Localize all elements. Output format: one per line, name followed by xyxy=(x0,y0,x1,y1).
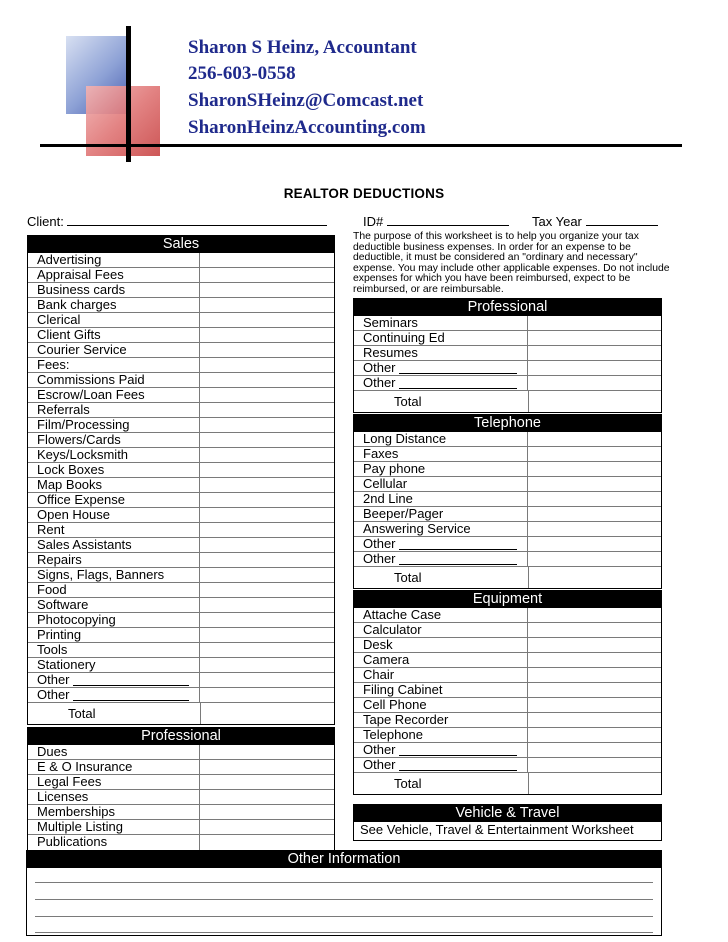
row-amount[interactable] xyxy=(200,745,334,759)
other-label: Other xyxy=(363,552,396,566)
row-label: Filing Cabinet xyxy=(354,683,528,697)
other-write-line[interactable] xyxy=(73,690,189,701)
row-label: Telephone xyxy=(354,728,528,742)
row-label: Multiple Listing xyxy=(28,820,200,834)
row-amount[interactable] xyxy=(200,775,334,789)
row-amount[interactable] xyxy=(200,253,334,267)
sales-row[interactable] xyxy=(28,328,334,343)
row-amount[interactable] xyxy=(200,583,334,597)
row-label xyxy=(28,673,200,687)
row-label: Cellular xyxy=(354,477,528,491)
row-amount[interactable] xyxy=(200,463,334,477)
row-label: Open House xyxy=(28,508,200,522)
row-amount[interactable] xyxy=(200,508,334,522)
row-label: 2nd Line xyxy=(354,492,528,506)
other-information-header: Other Information xyxy=(26,850,662,868)
professional-right-header: Professional xyxy=(353,298,662,316)
row-label: Camera xyxy=(354,653,528,667)
row-label: Escrow/Loan Fees xyxy=(28,388,200,402)
row-label: Chair xyxy=(354,668,528,682)
telephone-section xyxy=(353,414,662,589)
row-amount[interactable] xyxy=(200,373,334,387)
row-label: Pay phone xyxy=(354,462,528,476)
telephone-row[interactable] xyxy=(354,447,661,462)
equipment-row[interactable] xyxy=(354,638,661,653)
accountant-email: SharonSHeinz@Comcast.net xyxy=(188,90,424,111)
row-amount[interactable] xyxy=(200,568,334,582)
row-label: Memberships xyxy=(28,805,200,819)
purpose-text: The purpose of this worksheet is to help you organize your tax deductible business expenses. In order for an expense to be deductible, it must be considered an "ordinary and necessary" expense. You may include other applicable expenses. Do not include expenses for which you have been reimbursed, expect to be reimbursed, or are reimbursable. xyxy=(353,231,670,295)
professional-left-header: Professional xyxy=(27,727,335,745)
row-label: Repairs xyxy=(28,553,200,567)
telephone-header: Telephone xyxy=(353,414,662,432)
row-amount[interactable] xyxy=(200,418,334,432)
sales-row[interactable] xyxy=(28,553,334,568)
sales-row[interactable] xyxy=(28,313,334,328)
telephone-rows xyxy=(353,432,662,589)
row-label: Client Gifts xyxy=(28,328,200,342)
document-title: REALTOR DEDUCTIONS xyxy=(283,186,445,201)
row-amount[interactable] xyxy=(528,331,661,345)
sales-row[interactable] xyxy=(28,568,334,583)
sales-row[interactable] xyxy=(28,253,334,268)
other-label: Other xyxy=(363,361,396,375)
telephone-other-row[interactable] xyxy=(354,537,661,552)
other-label: Other xyxy=(363,743,396,757)
row-amount[interactable] xyxy=(528,492,661,506)
row-label: Resumes xyxy=(354,346,528,360)
professional-other-row[interactable] xyxy=(354,376,661,391)
row-amount[interactable] xyxy=(528,316,661,330)
row-amount[interactable] xyxy=(528,462,661,476)
sales-row[interactable] xyxy=(28,283,334,298)
row-label: Clerical xyxy=(28,313,200,327)
row-amount[interactable] xyxy=(200,403,334,417)
other-write-line[interactable] xyxy=(399,745,517,756)
row-amount[interactable] xyxy=(528,668,661,682)
sales-row[interactable] xyxy=(28,493,334,508)
sales-row[interactable] xyxy=(28,523,334,538)
row-label: Commissions Paid xyxy=(28,373,200,387)
row-label: Rent xyxy=(28,523,200,537)
sales-row[interactable] xyxy=(28,613,334,628)
row-label: Attache Case xyxy=(354,608,528,622)
id-input-line[interactable] xyxy=(387,214,509,226)
equipment-row[interactable] xyxy=(354,698,661,713)
equipment-row[interactable] xyxy=(354,608,661,623)
row-label: Dues xyxy=(28,745,200,759)
row-amount[interactable] xyxy=(200,658,334,672)
equipment-row[interactable] xyxy=(354,728,661,743)
professional-row[interactable] xyxy=(354,346,661,361)
row-amount[interactable] xyxy=(528,447,661,461)
row-amount[interactable] xyxy=(528,507,661,521)
row-amount[interactable] xyxy=(200,493,334,507)
professional-row[interactable] xyxy=(354,316,661,331)
row-amount[interactable] xyxy=(200,448,334,462)
professional-row[interactable] xyxy=(28,745,334,760)
write-line xyxy=(35,932,653,933)
telephone-row[interactable] xyxy=(354,492,661,507)
write-line xyxy=(35,916,653,917)
total-label: Total xyxy=(68,706,96,721)
equipment-row[interactable] xyxy=(354,713,661,728)
other-write-line[interactable] xyxy=(399,760,517,771)
professional-row[interactable] xyxy=(354,331,661,346)
telephone-row[interactable] xyxy=(354,477,661,492)
other-label: Other xyxy=(363,537,396,551)
row-amount[interactable] xyxy=(528,683,661,697)
row-label: Sales Assistants xyxy=(28,538,200,552)
professional-row[interactable] xyxy=(28,820,334,835)
row-amount[interactable] xyxy=(528,743,661,757)
sales-row[interactable] xyxy=(28,388,334,403)
equipment-row[interactable] xyxy=(354,623,661,638)
row-amount[interactable] xyxy=(528,638,661,652)
telephone-row[interactable] xyxy=(354,462,661,477)
row-amount[interactable] xyxy=(200,328,334,342)
row-label: Seminars xyxy=(354,316,528,330)
sales-row[interactable] xyxy=(28,448,334,463)
row-label: Fees: xyxy=(28,358,200,372)
row-label xyxy=(354,376,528,390)
sales-row[interactable] xyxy=(28,598,334,613)
row-amount[interactable] xyxy=(200,598,334,612)
vehicle-travel-header: Vehicle & Travel xyxy=(353,804,662,822)
row-label: Publications xyxy=(28,835,200,850)
row-amount[interactable] xyxy=(200,478,334,492)
telephone-other-row[interactable] xyxy=(354,552,661,567)
row-label: Calculator xyxy=(354,623,528,637)
sales-row[interactable] xyxy=(28,373,334,388)
telephone-total-row[interactable] xyxy=(354,567,661,588)
row-label: E & O Insurance xyxy=(28,760,200,774)
row-label: Food xyxy=(28,583,200,597)
row-label: Printing xyxy=(28,628,200,642)
professional-other-row[interactable] xyxy=(354,361,661,376)
row-amount[interactable] xyxy=(528,361,661,375)
sales-row[interactable] xyxy=(28,268,334,283)
equipment-row[interactable] xyxy=(354,683,661,698)
sales-row[interactable] xyxy=(28,463,334,478)
row-amount[interactable] xyxy=(528,608,661,622)
sales-other-row[interactable] xyxy=(28,688,334,703)
row-label: Beeper/Pager xyxy=(354,507,528,521)
tax-year-label: Tax Year xyxy=(532,214,582,229)
row-amount[interactable] xyxy=(200,805,334,819)
sales-row[interactable] xyxy=(28,628,334,643)
row-label: Courier Service xyxy=(28,343,200,357)
row-label: Advertising xyxy=(28,253,200,267)
row-amount[interactable] xyxy=(200,433,334,447)
professional-row[interactable] xyxy=(28,775,334,790)
sales-row[interactable] xyxy=(28,433,334,448)
professional-right-section xyxy=(353,298,662,413)
row-amount[interactable] xyxy=(200,388,334,402)
row-label: Tape Recorder xyxy=(354,713,528,727)
row-label: Legal Fees xyxy=(28,775,200,789)
row-amount[interactable] xyxy=(528,432,661,446)
write-line xyxy=(35,882,653,883)
professional-left-rows xyxy=(27,745,335,851)
other-label: Other xyxy=(363,376,396,390)
row-label xyxy=(354,537,528,551)
row-amount[interactable] xyxy=(528,477,661,491)
accountant-website: SharonHeinzAccounting.com xyxy=(188,117,426,138)
row-amount[interactable] xyxy=(200,298,334,312)
row-label xyxy=(28,688,200,702)
sales-row[interactable] xyxy=(28,508,334,523)
row-label: Map Books xyxy=(28,478,200,492)
row-label: Software xyxy=(28,598,200,612)
row-amount[interactable] xyxy=(528,713,661,727)
vehicle-travel-note-row xyxy=(354,822,661,840)
sales-header: Sales xyxy=(27,235,335,253)
sales-row[interactable] xyxy=(28,343,334,358)
row-amount[interactable] xyxy=(528,346,661,360)
row-label: Licenses xyxy=(28,790,200,804)
equipment-section xyxy=(353,590,662,795)
total-label: Total xyxy=(394,570,422,585)
row-label: Referrals xyxy=(28,403,200,417)
total-amount[interactable] xyxy=(528,567,661,588)
other-information-section xyxy=(26,850,662,936)
sales-row[interactable] xyxy=(28,658,334,673)
row-label: Film/Processing xyxy=(28,418,200,432)
sales-row[interactable] xyxy=(28,358,334,373)
letterhead-horizontal-rule xyxy=(40,144,682,147)
row-label xyxy=(354,552,528,566)
other-write-line[interactable] xyxy=(73,675,189,686)
row-amount[interactable] xyxy=(200,553,334,567)
other-label: Other xyxy=(37,673,70,687)
row-label: Desk xyxy=(354,638,528,652)
row-amount[interactable] xyxy=(200,760,334,774)
equipment-row[interactable] xyxy=(354,653,661,668)
row-label xyxy=(354,758,528,772)
sales-row[interactable] xyxy=(28,418,334,433)
vehicle-travel-rows xyxy=(353,822,662,841)
row-label: Photocopying xyxy=(28,613,200,627)
row-amount[interactable] xyxy=(528,552,661,566)
vehicle-travel-note: See Vehicle, Travel & Entertainment Worksheet xyxy=(360,822,634,837)
row-label xyxy=(354,361,528,375)
row-amount[interactable] xyxy=(200,343,334,357)
row-amount[interactable] xyxy=(528,376,661,390)
sales-rows xyxy=(27,253,335,725)
tax-year-field xyxy=(532,214,658,229)
sales-section xyxy=(27,235,335,725)
equipment-rows xyxy=(353,608,662,795)
other-label: Other xyxy=(363,758,396,772)
row-label: Lock Boxes xyxy=(28,463,200,477)
row-label: Keys/Locksmith xyxy=(28,448,200,462)
row-amount[interactable] xyxy=(200,820,334,834)
row-amount[interactable] xyxy=(528,623,661,637)
row-amount[interactable] xyxy=(200,835,334,850)
row-label: Signs, Flags, Banners xyxy=(28,568,200,582)
total-label: Total xyxy=(394,776,422,791)
row-amount[interactable] xyxy=(200,643,334,657)
row-amount[interactable] xyxy=(200,538,334,552)
vehicle-travel-section xyxy=(353,804,662,841)
write-line xyxy=(35,899,653,900)
company-logo xyxy=(62,34,162,154)
professional-left-section xyxy=(27,727,335,851)
sales-row[interactable] xyxy=(28,538,334,553)
row-label: Continuing Ed xyxy=(354,331,528,345)
row-amount[interactable] xyxy=(200,628,334,642)
row-amount[interactable] xyxy=(200,673,334,687)
row-amount[interactable] xyxy=(528,653,661,667)
row-label: Flowers/Cards xyxy=(28,433,200,447)
row-label: Office Expense xyxy=(28,493,200,507)
row-amount[interactable] xyxy=(200,358,334,372)
row-label: Faxes xyxy=(354,447,528,461)
row-amount[interactable] xyxy=(200,688,334,702)
professional-row[interactable] xyxy=(28,760,334,775)
other-label: Other xyxy=(37,688,70,702)
row-amount[interactable] xyxy=(528,698,661,712)
equipment-other-row[interactable] xyxy=(354,758,661,773)
row-amount[interactable] xyxy=(528,522,661,536)
equipment-other-row[interactable] xyxy=(354,743,661,758)
sales-total-row[interactable] xyxy=(28,703,334,724)
client-input-line[interactable] xyxy=(67,214,327,226)
row-amount[interactable] xyxy=(200,268,334,282)
accountant-phone: 256-603-0558 xyxy=(188,63,296,84)
equipment-total-row[interactable] xyxy=(354,773,661,794)
tax-year-input-line[interactable] xyxy=(586,214,658,226)
professional-row[interactable] xyxy=(28,835,334,850)
id-label: ID# xyxy=(363,214,384,229)
sales-row[interactable] xyxy=(28,643,334,658)
telephone-row[interactable] xyxy=(354,432,661,447)
other-write-line[interactable] xyxy=(399,363,517,374)
client-field xyxy=(27,214,327,229)
row-amount[interactable] xyxy=(200,313,334,327)
sales-row[interactable] xyxy=(28,478,334,493)
equipment-header: Equipment xyxy=(353,590,662,608)
equipment-row[interactable] xyxy=(354,668,661,683)
row-amount[interactable] xyxy=(200,283,334,297)
id-field xyxy=(363,214,509,229)
row-amount[interactable] xyxy=(200,523,334,537)
row-label: Business cards xyxy=(28,283,200,297)
accountant-name: Sharon S Heinz, Accountant xyxy=(188,37,417,58)
row-label: Long Distance xyxy=(354,432,528,446)
sales-row[interactable] xyxy=(28,403,334,418)
professional-total-row[interactable] xyxy=(354,391,661,412)
row-amount[interactable] xyxy=(528,728,661,742)
letterhead-vertical-rule xyxy=(126,26,131,162)
row-amount[interactable] xyxy=(528,537,661,551)
row-amount[interactable] xyxy=(528,758,661,772)
professional-row[interactable] xyxy=(28,805,334,820)
row-label: Answering Service xyxy=(354,522,528,536)
sales-row[interactable] xyxy=(28,583,334,598)
telephone-row[interactable] xyxy=(354,507,661,522)
total-amount[interactable] xyxy=(528,773,661,794)
total-amount[interactable] xyxy=(528,391,661,412)
professional-right-rows xyxy=(353,316,662,413)
row-label: Tools xyxy=(28,643,200,657)
row-label xyxy=(354,743,528,757)
other-write-line[interactable] xyxy=(399,378,517,389)
sales-row[interactable] xyxy=(28,298,334,313)
total-amount[interactable] xyxy=(200,703,334,724)
client-label: Client: xyxy=(27,214,64,229)
other-information-body[interactable] xyxy=(26,868,662,936)
row-label: Stationery xyxy=(28,658,200,672)
row-label: Bank charges xyxy=(28,298,200,312)
row-label: Cell Phone xyxy=(354,698,528,712)
row-amount[interactable] xyxy=(200,613,334,627)
row-amount[interactable] xyxy=(200,790,334,804)
telephone-row[interactable] xyxy=(354,522,661,537)
total-label: Total xyxy=(394,394,422,409)
other-write-line[interactable] xyxy=(399,539,517,550)
other-write-line[interactable] xyxy=(399,554,517,565)
professional-row[interactable] xyxy=(28,790,334,805)
row-label: Appraisal Fees xyxy=(28,268,200,282)
sales-other-row[interactable] xyxy=(28,673,334,688)
